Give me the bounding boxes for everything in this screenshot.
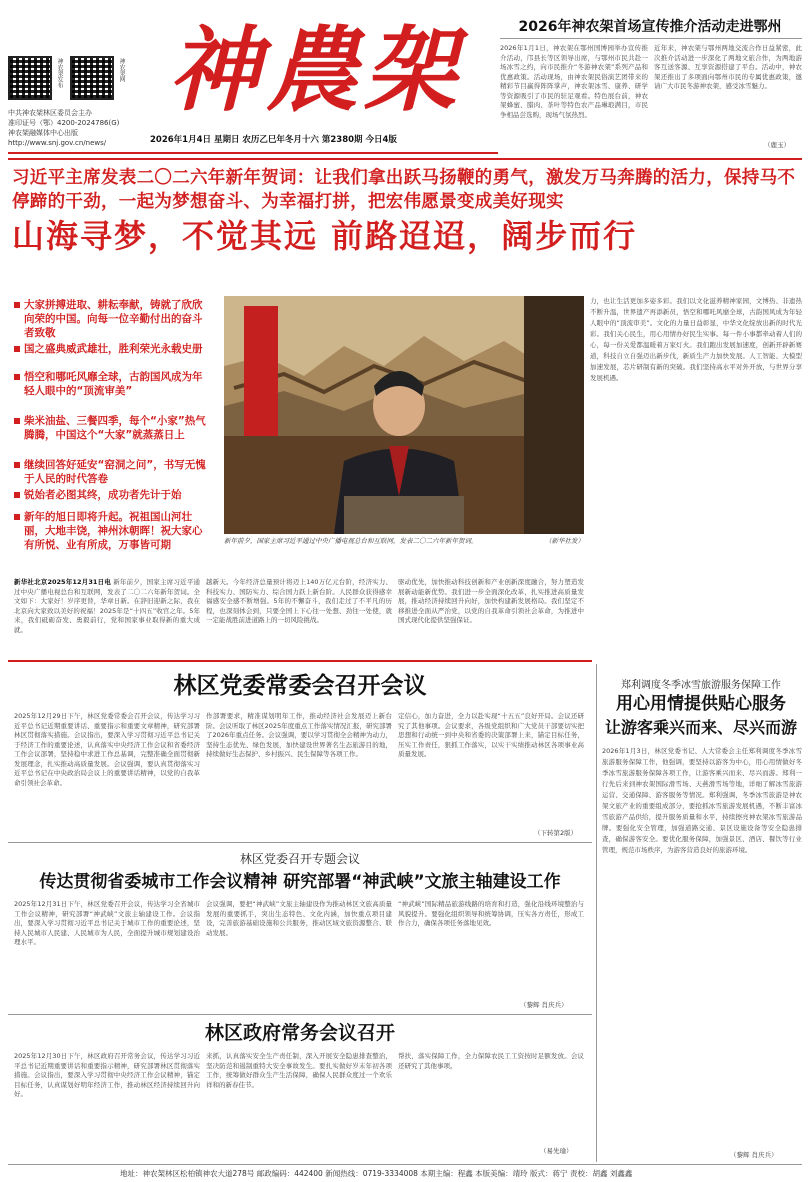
bullet-item: 柴米油盐、三餐四季，每个“小家”热气腾腾，中国这个“大家”就蒸蒸日上 [14, 414, 206, 458]
article3-col2: 来抓，认真落实安全生产责任制，深入开展安全隐患排查整治，坚决防范和遏制重特大安全事故发生。要扎实做好岁末年初各项工作，统筹做好群众生产生活保障，确保人民群众度过一个欢乐祥和的新春佳节。 [206, 1052, 392, 1089]
top-right-col2: 近年来，神农架与鄂州两地交流合作日益紧密，此次推介活动进一步深化了两地文旅合作，为两地游客互送客源、互享资源搭建了平台。活动中，神农架还推出了多项面向鄂州市民的专属优惠政策，邀请广大市民冬游神农架，感受冰雪魅力。 [654, 44, 802, 90]
bullet-square-icon [14, 302, 20, 308]
photo-illustration [224, 296, 584, 534]
article2-col3: “神武峡”国际精品旅游线路的培育和打造，强化沿线环境整治与风貌提升。要强化组织领导和统筹协调，压实各方责任，形成工作合力，确保各项任务落地见效。 [398, 900, 584, 927]
lead-body-col1 [14, 578, 200, 656]
sidebar-headline-1: 用心用情提供贴心服务 [616, 694, 786, 714]
article1-col1: 2025年12月29日下午，林区党委常委会召开会议，传达学习习近平总书记近期重要讲话、重要指示和重要文章精神，研究部署林区贯彻落实措施。会议指出，要深入学习贯彻习近平总书记关于经济工作的重要论述，认真落实中央经济工作会议和省委经济工作会议部署，坚持稳中求进工作总基调，完整准确全面贯彻新发展理念，扎实推动高质量发展。会议强调，要认真贯彻落实习近平总书记在中央政治局会议上的重要讲话精神，以党的自我革命引领社会革命。 [14, 712, 200, 787]
qr-code-1 [8, 56, 52, 100]
article1-continued: （下转第2版） [534, 829, 578, 837]
website-url[interactable]: http://www.snj.gov.cn/news/ [8, 139, 107, 147]
bullet-item: 新年的旭日即将升起。祝祖国山河壮丽，大地丰饶，神州沐朝晖！祝大家心有所悦、业有所成，万事皆可期 [14, 510, 206, 558]
qr-code-2 [70, 56, 114, 100]
photo-credit: （新华社发） [545, 537, 584, 545]
lead-right-col: 力，也让生活更加多姿多彩。我们以文化滋养精神家园，文博热、非遗热不断升温，世界遗产再添新员，悟空和哪吒风靡全球，古韵国风成为年轻人眼中的“顶流审美”。文化的力量日益彰显，中华文化绽放出新的时代光彩。我们关心民生，用心用情办好民生实事。每一件小事都牵动着人们的心，每一份关爱都温暖着万家灯火。我们跑出发展加速度，创新开辟新赛道，科技自立自强迈出新步伐，新质生产力加快发展。人工智能、大模型加速发展，芯片研制有新的突破。我们坚持高水平对外开放，与世界分享发展机遇。 [590, 297, 802, 382]
publisher: 中共神农架林区委员会主办 [8, 109, 92, 117]
publisher-org: 神农架融媒体中心出版 [8, 129, 78, 137]
article3-col1: 2025年12月30日下午，林区政府召开常务会议，传达学习习近平总书记近期重要讲话和重要指示精神，研究部署林区贯彻落实措施。会议指出，要深入学习贯彻中央经济工作会议精神，锚定目标任务，认真谋划好明年经济工作，推动林区经济持续回升向好。 [14, 1052, 200, 1098]
article3-col3: 帮扶，落实保障工作，全力保障农民工工资按时足额发放。会议还研究了其他事项。 [398, 1052, 584, 1070]
photo-caption-text: 新年前夕，国家主席习近平通过中央广播电视总台和互联网，发表二〇二六年新年贺词。 [224, 537, 478, 545]
bullet-square-icon [14, 492, 20, 498]
lead-body-col3: 驱动优先，加快推动科技创新和产业创新深度融合，努力塑造发展新动能新优势。我们进一步全面深化改革，扎实推进高质量发展，推动经济持续回升向好，加快构建新发展格局。我们坚定不移推进全面从严治党，以党的自我革命引领社会革命，为推进中国式现代化提供坚强保证。 [398, 578, 584, 624]
date-line: 2026年1月4日 星期日 农历乙巳年冬月十六 第2380期 今日4版 [150, 135, 397, 145]
cn-number: 准印证号（鄂）4200-2024786(G) [8, 119, 120, 127]
sidebar-credit: （黎辉 肖庆兵） [730, 1151, 778, 1159]
qr-label-2: 神农架网 [118, 58, 125, 82]
bullet-square-icon [14, 514, 20, 520]
lead-body-col2: 越新天。今年经济总量预计将迈上140万亿元台阶，经济实力、科技实力、国防实力、综合国力跃上新台阶。人民群众获得感幸福感安全感不断增强。5年的不懈奋斗，我们走过了不平凡的历程，也深刻体会到，只要全国上下心往一处想、劲往一处使，就一定能战胜前进道路上的一切风险挑战。 [206, 578, 392, 624]
publisher-info [8, 108, 148, 148]
lead-headline-main: 山海寻梦，不觉其远 前路迢迢，阔步而行 [12, 217, 638, 255]
top-right-rule [500, 38, 802, 39]
dateline: 新华社北京2025年12月31日电 [14, 578, 111, 586]
article2-credit: （黎辉 肖庆兵） [520, 1001, 568, 1009]
lead-photo [224, 296, 584, 534]
bullet-square-icon [14, 346, 20, 352]
article2-kicker: 林区党委召开专题会议 [239, 852, 360, 866]
sidebar-body: 2026年1月3日，林区党委书记、人大常委会主任郑利调度冬季冰雪旅游服务保障工作，他强调，要坚持以游客为中心，用心用情做好冬季冰雪旅游服务保障各项工作，让游客乘兴而来、尽兴而游。郑利一行先后来到神农架国际滑雪场、天燕滑雪场等地，详细了解冰雪旅游运营、交通保障、游客服务等情况。郑利强调，冬季冰雪旅游是神农架文旅产业的重要组成部分，要抢抓冰雪旅游发展机遇，不断丰富冰雪旅游产品供给，提升服务质量和水平，持续擦亮神农架冰雪旅游品牌。要强化安全管理，加强道路交通、景区设施设备等安全隐患排查，确保游客安全。要优化服务保障，加强景区、酒店、餐饮等行业管理，规范市场秩序，为游客营造良好的旅游环境。 [602, 747, 802, 854]
bullet-item: 继续回答好延安“窑洞之问”，书写无愧于人民的时代答卷 [14, 458, 206, 488]
footer-rule [8, 1164, 802, 1165]
bullet-item: 国之盛典威武雄壮，胜利荣光永载史册 [14, 342, 206, 370]
lead-headline-top: 习近平主席发表二〇二六年新年贺词：让我们拿出跃马扬鞭的勇气，激发万马奔腾的活力，保持马不停蹄的干劲，一起为梦想奋斗、为幸福打拼，把宏伟愿景变成美好现实 [12, 168, 796, 212]
article3-credit: （易先瑜） [540, 1147, 573, 1155]
article1-col2: 作部署要求，精准谋划明年工作，推动经济社会发展迈上新台阶。会议听取了林区2025年度重点工作落实情况汇报，研究部署了2026年重点任务。会议强调，要以学习贯彻全会精神为动力，坚持生态优先、绿色发展，加快建设世界著名生态旅游目的地，持续做好生态保护、乡村振兴、民生保障等各项工作。 [206, 712, 392, 758]
footer-info: 地址：神农架林区松柏镇神农大道278号 邮政编码：442400 新闻热线：0719-3334008 本期主编：程鑫 本版美编：靖玲 版式：蒋宁 责校：胡鑫 刘鑫鑫 [120, 1169, 633, 1178]
masthead-title: 神農架 [168, 16, 463, 124]
bullet-item: 锐始者必图其终，成功者先计于始 [14, 488, 206, 510]
article2-col1: 2025年12月31日下午，林区党委召开会议，传达学习全省城市工作会议精神，研究部署“神武峡”文旅主轴建设工作。会议指出，要深入学习贯彻习近平总书记关于城市工作的重要论述，坚持人民城市人民建、人民城市为人民，全面提升城市规划建设治理水平。 [14, 900, 200, 946]
photo-caption [224, 536, 584, 545]
article1-col3: 定信心，加力奋进，全力以赴实现“十五五”良好开局。会议还研究了其他事项。会议要求，各级党组织和广大党员干部要切实把思想和行动统一到中央和省委的决策部署上来，锚定目标任务，压实工作责任，狠抓工作落实，以实干实绩推动林区各项事业高质量发展。 [398, 712, 584, 758]
sidebar-kicker: 郑利调度冬季冰雪旅游服务保障工作 [621, 680, 781, 691]
top-right-col1: 2026年1月1日，神农架在鄂州国博园举办宣传推介活动，邝县长等区领导出席，与鄂州市民共赴一场冰雪之约，向市民推介“冬游神农架”系列产品和优惠政策。活动现场，由神农架民俗演艺团带来的精彩节目赢得阵阵掌声，神农架冰雪、康养、研学等资源吸引了市民的驻足观看。特色展台前，神农架蜂蜜、腊肉、茶叶等特色农产品琳琅满目，市民争相品尝选购，现场气氛热烈。 [500, 44, 648, 119]
bullet-square-icon [14, 462, 20, 468]
lead-bullets [14, 298, 206, 558]
article1-rule [8, 842, 592, 843]
article1-headline: 林区党委常委会召开会议 [173, 673, 427, 699]
top-right-headline: 2026年神农架首场宣传推介活动走进鄂州 [518, 19, 782, 35]
top-right-credit: （鹿玉） [764, 141, 790, 149]
lead-body-col1-text: 新年前夕，国家主席习近平通过中央广播电视总台和互联网，发表了二〇二六年新年贺词。全文如下：大家好！岁序更替，华章日新。在辞旧迎新之际，我在北京向大家致以美好的祝福！2025年是“十四五”收官之年。5年来，我们砥砺奋发、勇毅前行，党和国家事业取得新的重大成就。 [14, 578, 200, 634]
lead-top-rule [8, 158, 802, 160]
article2-col2: 会议强调，要把“神武峡”文旅主轴建设作为推动林区文旅高质量发展的重要抓手，突出生态特色、文化内涵，加快重点项目建设，完善旅游基础设施和公共服务，推动区域文旅资源整合、联动发展。 [206, 900, 392, 937]
bullet-item: 悟空和哪吒风靡全球，古韵国风成为年轻人眼中的“顶流审美” [14, 370, 206, 414]
qr-label-1: 神农架发布 [56, 58, 63, 88]
bullet-item: 大家拼搏进取、耕耘奉献，铸就了欣欣向荣的中国。向每一位辛勤付出的奋斗者致敬 [14, 298, 206, 342]
sidebar-divider [596, 664, 597, 1162]
article3-headline: 林区政府常务会议召开 [204, 1022, 395, 1044]
lead-bottom-rule [8, 660, 592, 662]
sidebar-headline-2: 让游客乘兴而来、尽兴而游 [604, 718, 797, 737]
masthead-rule [8, 152, 498, 154]
article2-headline: 传达贯彻省委城市工作会议精神 研究部署“神武峡”文旅主轴建设工作 [39, 872, 561, 892]
article2-rule [8, 1014, 592, 1015]
bullet-square-icon [14, 418, 20, 424]
bullet-square-icon [14, 374, 20, 380]
